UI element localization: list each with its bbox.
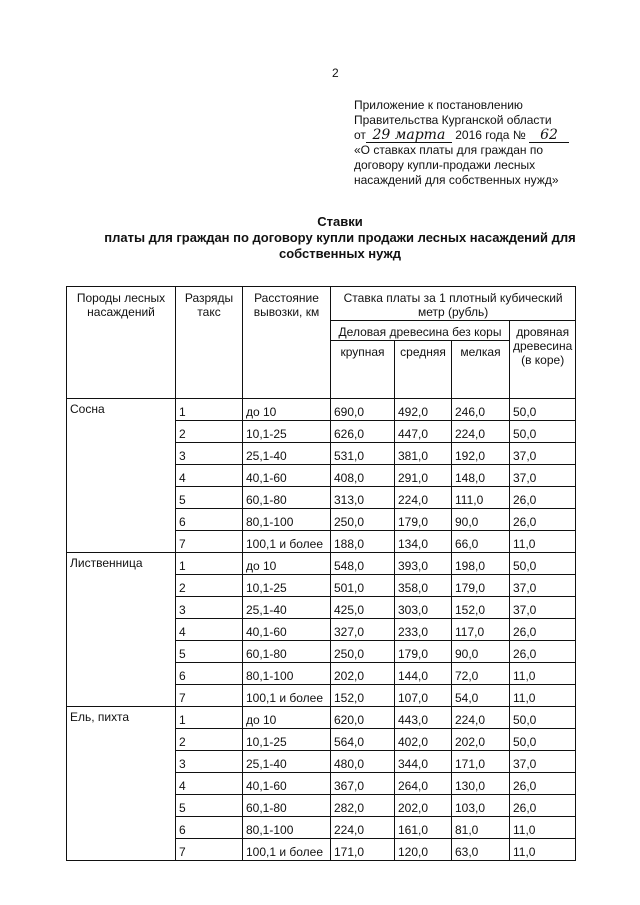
medium-rate-cell: 120,0 [395,839,452,861]
large-rate-cell: 408,0 [331,465,395,487]
large-rate-cell: 313,0 [331,487,395,509]
large-rate-cell: 548,0 [331,553,395,575]
fuel-rate-cell: 37,0 [510,575,576,597]
large-rate-cell: 367,0 [331,773,395,795]
header-grade: Разряды такс [176,287,243,399]
fuel-rate-cell: 50,0 [510,707,576,729]
title-line-3: собственных нужд [278,246,402,261]
small-rate-cell: 246,0 [452,399,510,421]
small-rate-cell: 72,0 [452,663,510,685]
medium-rate-cell: 233,0 [395,619,452,641]
small-rate-cell: 202,0 [452,729,510,751]
grade-cell: 7 [176,685,243,707]
small-rate-cell: 152,0 [452,597,510,619]
large-rate-cell: 564,0 [331,729,395,751]
grade-cell: 4 [176,619,243,641]
page-number: 2 [332,66,339,80]
grade-cell: 2 [176,421,243,443]
small-rate-cell: 179,0 [452,575,510,597]
fuel-rate-cell: 11,0 [510,663,576,685]
appendix-line-2: Правительства Курганской области [354,113,552,127]
distance-cell: 100,1 и более [243,685,331,707]
appendix-from-prefix: от [354,128,366,142]
large-rate-cell: 480,0 [331,751,395,773]
large-rate-cell: 152,0 [331,685,395,707]
fuel-rate-cell: 26,0 [510,795,576,817]
grade-cell: 3 [176,751,243,773]
grade-cell: 5 [176,487,243,509]
header-small: мелкая [452,341,510,399]
medium-rate-cell: 264,0 [395,773,452,795]
grade-cell: 4 [176,465,243,487]
distance-cell: 100,1 и более [243,531,331,553]
fuel-rate-cell: 11,0 [510,817,576,839]
medium-rate-cell: 393,0 [395,553,452,575]
distance-cell: до 10 [243,707,331,729]
distance-cell: 25,1-40 [243,751,331,773]
medium-rate-cell: 492,0 [395,399,452,421]
fuel-rate-cell: 26,0 [510,773,576,795]
fuel-rate-cell: 26,0 [510,509,576,531]
title-line-2: платы для граждан по договору купли продажи лесных насаждений для [104,230,576,245]
distance-cell: 60,1-80 [243,487,331,509]
large-rate-cell: 188,0 [331,531,395,553]
large-rate-cell: 202,0 [331,663,395,685]
grade-cell: 1 [176,553,243,575]
header-distance: Расстояние вывозки, км [243,287,331,399]
large-rate-cell: 620,0 [331,707,395,729]
medium-rate-cell: 107,0 [395,685,452,707]
distance-cell: 80,1-100 [243,663,331,685]
distance-cell: до 10 [243,553,331,575]
small-rate-cell: 81,0 [452,817,510,839]
distance-cell: до 10 [243,399,331,421]
fuel-rate-cell: 50,0 [510,553,576,575]
large-rate-cell: 327,0 [331,619,395,641]
small-rate-cell: 130,0 [452,773,510,795]
fuel-rate-cell: 50,0 [510,399,576,421]
distance-cell: 25,1-40 [243,443,331,465]
medium-rate-cell: 303,0 [395,597,452,619]
large-rate-cell: 531,0 [331,443,395,465]
header-medium: средняя [395,341,452,399]
large-rate-cell: 690,0 [331,399,395,421]
medium-rate-cell: 381,0 [395,443,452,465]
species-cell: Лиственница [67,553,176,707]
appendix-line-4: «О ставках платы для граждан по [354,143,544,157]
distance-cell: 60,1-80 [243,795,331,817]
medium-rate-cell: 224,0 [395,487,452,509]
small-rate-cell: 63,0 [452,839,510,861]
distance-cell: 80,1-100 [243,509,331,531]
distance-cell: 40,1-60 [243,773,331,795]
grade-cell: 6 [176,509,243,531]
grade-cell: 4 [176,773,243,795]
fuel-rate-cell: 26,0 [510,641,576,663]
medium-rate-cell: 344,0 [395,751,452,773]
medium-rate-cell: 447,0 [395,421,452,443]
fuel-rate-cell: 26,0 [510,619,576,641]
table-row [67,553,576,575]
header-rate: Ставка платы за 1 плотный кубический метр (рубль) [331,287,576,321]
distance-cell: 40,1-60 [243,619,331,641]
species-cell: Ель, пихта [67,707,176,861]
medium-rate-cell: 179,0 [395,509,452,531]
rates-table-header [67,287,576,399]
small-rate-cell: 192,0 [452,443,510,465]
medium-rate-cell: 202,0 [395,795,452,817]
grade-cell: 2 [176,729,243,751]
appendix-year-text: 2016 года № [455,128,526,142]
appendix-header [354,98,624,188]
small-rate-cell: 224,0 [452,421,510,443]
rates-table [66,286,576,861]
large-rate-cell: 171,0 [331,839,395,861]
table-row [67,707,576,729]
medium-rate-cell: 161,0 [395,817,452,839]
small-rate-cell: 171,0 [452,751,510,773]
small-rate-cell: 54,0 [452,685,510,707]
medium-rate-cell: 443,0 [395,707,452,729]
small-rate-cell: 103,0 [452,795,510,817]
grade-cell: 7 [176,531,243,553]
large-rate-cell: 626,0 [331,421,395,443]
header-large: крупная [331,341,395,399]
grade-cell: 5 [176,795,243,817]
header-business-timber: Деловая древесина без коры [331,321,510,341]
appendix-date-line [354,128,624,143]
grade-cell: 2 [176,575,243,597]
fuel-rate-cell: 37,0 [510,597,576,619]
grade-cell: 6 [176,663,243,685]
table-row [67,399,576,421]
distance-cell: 25,1-40 [243,597,331,619]
distance-cell: 100,1 и более [243,839,331,861]
appendix-line-6: насаждений для собственных нужд» [354,173,559,187]
fuel-rate-cell: 11,0 [510,839,576,861]
distance-cell: 10,1-25 [243,729,331,751]
title-line-1: Ставки [317,214,363,229]
fuel-rate-cell: 26,0 [510,487,576,509]
large-rate-cell: 250,0 [331,641,395,663]
grade-cell: 5 [176,641,243,663]
fuel-rate-cell: 11,0 [510,531,576,553]
medium-rate-cell: 358,0 [395,575,452,597]
grade-cell: 3 [176,443,243,465]
appendix-line-1: Приложение к постановлению [354,98,523,112]
fuel-rate-cell: 37,0 [510,443,576,465]
small-rate-cell: 198,0 [452,553,510,575]
appendix-line-5: договору купли-продажи лесных [354,158,536,172]
fuel-rate-cell: 37,0 [510,751,576,773]
fuel-rate-cell: 11,0 [510,685,576,707]
large-rate-cell: 282,0 [331,795,395,817]
small-rate-cell: 90,0 [452,509,510,531]
rates-table-body [67,399,576,861]
large-rate-cell: 501,0 [331,575,395,597]
distance-cell: 60,1-80 [243,641,331,663]
medium-rate-cell: 144,0 [395,663,452,685]
grade-cell: 3 [176,597,243,619]
handwritten-number: 62 [529,129,569,143]
large-rate-cell: 250,0 [331,509,395,531]
large-rate-cell: 224,0 [331,817,395,839]
small-rate-cell: 90,0 [452,641,510,663]
distance-cell: 10,1-25 [243,575,331,597]
document-title [60,214,620,262]
medium-rate-cell: 179,0 [395,641,452,663]
handwritten-date: 29 марта [366,129,452,143]
medium-rate-cell: 402,0 [395,729,452,751]
small-rate-cell: 111,0 [452,487,510,509]
small-rate-cell: 117,0 [452,619,510,641]
medium-rate-cell: 291,0 [395,465,452,487]
grade-cell: 7 [176,839,243,861]
small-rate-cell: 148,0 [452,465,510,487]
distance-cell: 10,1-25 [243,421,331,443]
header-species: Породы лесных насаждений [67,287,176,399]
distance-cell: 40,1-60 [243,465,331,487]
header-fuel-wood: дровяная древесина (в коре) [510,321,576,399]
small-rate-cell: 224,0 [452,707,510,729]
medium-rate-cell: 134,0 [395,531,452,553]
fuel-rate-cell: 50,0 [510,421,576,443]
small-rate-cell: 66,0 [452,531,510,553]
fuel-rate-cell: 50,0 [510,729,576,751]
distance-cell: 80,1-100 [243,817,331,839]
grade-cell: 6 [176,817,243,839]
large-rate-cell: 425,0 [331,597,395,619]
fuel-rate-cell: 37,0 [510,465,576,487]
species-cell: Сосна [67,399,176,553]
grade-cell: 1 [176,399,243,421]
grade-cell: 1 [176,707,243,729]
